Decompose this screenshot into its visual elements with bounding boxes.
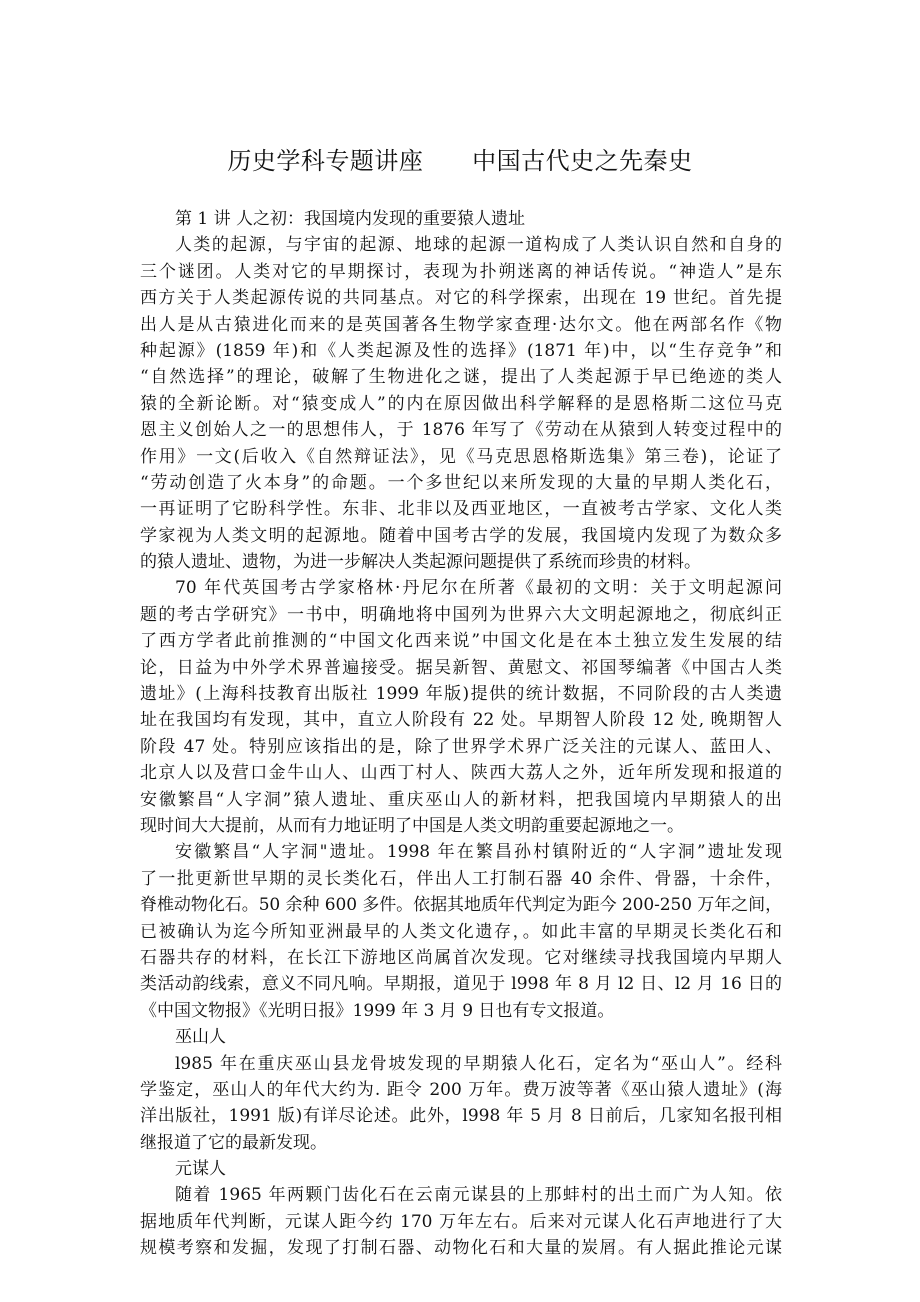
text-line: 恩主义创始人之一的思想伟人，于 1876 年写了《劳动在从猿到人转变过程中的	[140, 420, 782, 441]
text-line: 了西方学者此前推测的“中国文化西来说”中国文化是在本土独立发生发展的结	[140, 631, 782, 652]
text-line: 类活动韵线索，意义不同凡响。早期报，道见于 l998 年 8 月 l2 日、l2 月 16 日的	[140, 974, 782, 995]
text-line: 石器共存的材料，在长江下游地区尚属首次发现。它对继续寻找我国境内早期人	[140, 947, 782, 968]
text-line: 脊椎动物化石。50 余种 600 多件。依据其地质年代判定为距今 200-250 万年之间，	[140, 895, 782, 916]
text-line: 巫山人	[175, 1027, 226, 1048]
text-line: 元谋人	[175, 1159, 226, 1180]
text-line: 人类的起源，与宇宙的起源、地球的起源一道构成了人类认识自然和自身的	[175, 235, 782, 256]
text-line: 阶段 47 处。特别应该指出的是，除了世界学术界广泛关注的元谋人、蓝田人、	[140, 736, 782, 757]
text-line: 种起源》(1859 年)和《人类起源及性的选择》(1871 年)中，以“生存竞争”和	[140, 340, 782, 361]
text-line: 了一批更新世早期的灵长类化石，伴出人工打制石器 40 余件、骨器，十余件，	[140, 868, 782, 889]
text-line: 第 1 讲 人之初：我国境内发现的重要猿人遗址	[175, 209, 526, 229]
text-line: 规模考察和发掘，发现了打制石器、动物化石和大量的炭屑。有人据此推论元谋	[140, 1238, 782, 1259]
document-title: 历史学科专题讲座 中国古代史之先秦史	[227, 147, 693, 175]
text-line: 作用》一文(后收入《自然辩证法》，见《马克思恩格斯选集》第三卷)，论证了	[140, 446, 782, 467]
text-line: 遗址》(上海科技教育出版社 1999 年版)提供的统计数据，不同阶段的古人类遗	[140, 684, 782, 705]
text-line: 随着 1965 年两颗门齿化石在云南元谋县的上那蚌村的出土而广为人知。依	[175, 1185, 782, 1206]
text-line: 现时间大大提前，从而有力地证明了中国是人类文明韵重要起源地之一。	[140, 815, 684, 836]
text-line: 学鉴定，巫山人的年代大约为. 距令 200 万年。费万波等著《巫山猿人遗址》(海	[140, 1079, 782, 1100]
text-line: 继报道了它的最新发现。	[140, 1132, 327, 1153]
text-line: “劳动创造了火本身”的命题。一个多世纪以来所发现的大量的早期人类化石，	[140, 472, 782, 493]
text-line: 《中国文物报》《光明日报》1999 年 3 月 9 日也有专文报道。	[140, 1000, 615, 1021]
text-line: 址在我国均有发现，其中，直立人阶段有 22 处。早期智人阶段 12 处, 晚期智人	[140, 710, 782, 731]
text-line: 学家视为人类文明的起源地。随着中国考古学的发展，我国境内发现了为数众多	[140, 525, 782, 546]
text-line: “自然选择”的理论，破解了生物进化之谜，提出了人类起源于早已绝迹的类人	[140, 367, 782, 388]
text-line: 据地质年代判断，元谋人距今约 170 万年左右。后来对元谋人化石声地进行了大	[140, 1211, 782, 1232]
document-body	[140, 206, 782, 1262]
text-line: 出人是从古猿进化而来的是英国著各生物学家查理·达尔文。他在两部名作《物	[140, 314, 782, 335]
text-line: 西方关于人类起源传说的共同基点。对它的科学探索，出现在 19 世纪。首先提	[140, 288, 782, 309]
text-line: 猿的全新论断。对“猿变成人”的内在原因做出科学解释的是恩格斯二这位马克	[140, 393, 782, 414]
text-line: l985 年在重庆巫山县龙骨坡发现的早期猿人化石，定名为“巫山人”。经科	[175, 1053, 782, 1074]
text-line: 安徽繁昌“人字洞"遗址。1998 年在繁昌孙村镇附近的“人字洞”遗址发现	[175, 842, 782, 863]
text-line: 安徽繁昌“人字洞”猿人遗址、重庆巫山人的新材料，把我国境内早期猿人的出	[140, 789, 782, 810]
text-line: 的猿人遗址、遗物，为进一步解决人类起源问题提供了系统而珍贵的材料。	[140, 552, 701, 573]
text-line: 北京人以及营口金牛山人、山西丁村人、陕西大荔人之外，近年所发现和报道的	[140, 763, 782, 784]
text-line: 一再证明了它盼科学性。东非、北非以及西亚地区，一直被考古学家、文化人类	[140, 499, 782, 520]
text-line: 三个谜团。人类对它的早期探讨，表现为扑朔迷离的神话传说。“神造人”是东	[140, 261, 782, 282]
text-line: 题的考古学研究》一书中，明确地将中国列为世界六大文明起源地之，彻底纠正	[140, 604, 782, 625]
text-line: 洋出版社，1991 版)有详尽论述。此外，l998 年 5 月 8 日前后，几家知名报刊相	[140, 1106, 782, 1127]
text-line: 论，日益为中外学术界普遍接受。据吴新智、黄慰文、祁国琴编著《中国古人类	[140, 657, 782, 678]
text-line: 已被确认为迄今所知亚洲最早的人类文化遗存，。如此丰富的早期灵长类化石和	[140, 921, 782, 942]
text-line: 70 年代英国考古学家格林·丹尼尔在所著《最初的文明：关于文明起源问	[175, 578, 782, 599]
